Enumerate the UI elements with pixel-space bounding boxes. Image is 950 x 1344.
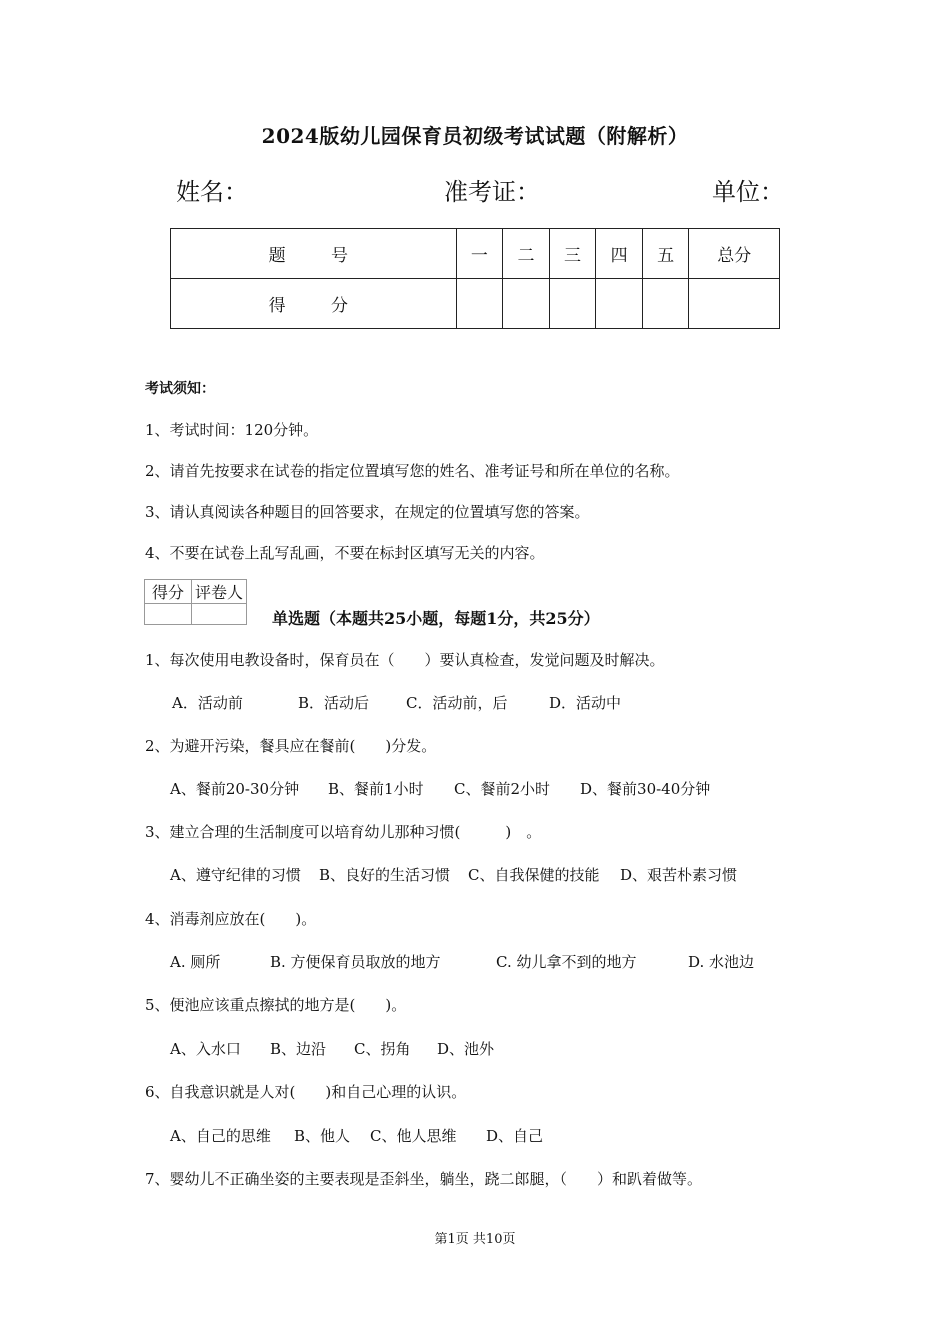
- question-text: 6、自我意识就是人对( )和自己心理的认识。: [145, 1083, 467, 1101]
- option: A、餐前20-30分钟: [170, 780, 300, 798]
- notice-item: 1、考试时间：120分钟。: [145, 421, 319, 439]
- option: D、自己: [486, 1127, 544, 1145]
- notice-item: 3、请认真阅读各种题目的回答要求，在规定的位置填写您的答案。: [145, 503, 590, 521]
- score-cell: [503, 279, 550, 329]
- score-table-header-row: [171, 229, 780, 279]
- option: C、自我保健的技能: [468, 866, 600, 884]
- score-table: [170, 228, 780, 329]
- grader-name-label: 评卷人: [192, 580, 247, 604]
- option: D、池外: [437, 1040, 495, 1058]
- option: C．活动前，后: [406, 694, 508, 712]
- option: C、他人思维: [370, 1127, 457, 1145]
- page-footer: 第1页 共10页: [434, 1232, 516, 1247]
- question-text: 4、消毒剂应放在( )。: [145, 910, 317, 928]
- option: B、他人: [294, 1127, 351, 1145]
- option: A、入水口: [170, 1040, 241, 1058]
- grader-box: [144, 579, 247, 625]
- grader-score-cell: [145, 604, 192, 625]
- question-number-label: 题 号: [171, 229, 457, 279]
- score-col-1: 一: [456, 229, 503, 279]
- question-text: 7、婴幼儿不正确坐姿的主要表现是歪斜坐，躺坐，跷二郎腿，（ ）和趴着做等。: [145, 1170, 703, 1188]
- option: B. 方便保育员取放的地方: [270, 953, 441, 971]
- option: D. 水池边: [688, 953, 755, 971]
- option: A、遵守纪律的习惯: [170, 866, 301, 884]
- score-col-total: 总分: [689, 229, 780, 279]
- score-row-label: 得 分: [171, 279, 457, 329]
- score-table-score-row: [171, 279, 780, 329]
- score-cell: [596, 279, 643, 329]
- option: C、拐角: [354, 1040, 411, 1058]
- option: B、餐前1小时: [328, 780, 424, 798]
- score-cell: [549, 279, 596, 329]
- score-col-2: 二: [503, 229, 550, 279]
- option: A．活动前: [172, 694, 243, 712]
- notice-heading: 考试须知：: [145, 381, 215, 397]
- score-col-4: 四: [596, 229, 643, 279]
- question-text: 1、每次使用电教设备时，保育员在（ ）要认真检查，发觉问题及时解决。: [145, 651, 665, 669]
- option: C. 幼儿拿不到的地方: [496, 953, 637, 971]
- option: B、良好的生活习惯: [319, 866, 451, 884]
- option: A. 厕所: [170, 953, 221, 971]
- notice-item: 4、不要在试卷上乱写乱画，不要在标封区填写无关的内容。: [145, 544, 545, 562]
- name-label: 姓名：: [176, 178, 248, 206]
- question-text: 2、为避开污染，餐具应在餐前( )分发。: [145, 737, 437, 755]
- question-text: 5、便池应该重点擦拭的地方是( )。: [145, 996, 407, 1014]
- section-title: 单选题（本题共25小题，每题1分，共25分）: [272, 609, 600, 628]
- score-col-3: 三: [549, 229, 596, 279]
- unit-label: 单位：: [712, 178, 784, 206]
- question-text: 3、建立合理的生活制度可以培育幼儿那种习惯( ) 。: [145, 823, 542, 841]
- score-cell: [456, 279, 503, 329]
- grader-name-cell: [192, 604, 247, 625]
- grader-score-label: 得分: [145, 580, 192, 604]
- option: B．活动后: [298, 694, 370, 712]
- notice-item: 2、请首先按要求在试卷的指定位置填写您的姓名、准考证号和所在单位的名称。: [145, 462, 680, 480]
- option: D．活动中: [549, 694, 622, 712]
- score-col-5: 五: [642, 229, 689, 279]
- score-cell: [689, 279, 780, 329]
- option: C、餐前2小时: [454, 780, 551, 798]
- score-cell: [642, 279, 689, 329]
- option: A、自己的思维: [170, 1127, 271, 1145]
- option: B、边沿: [270, 1040, 327, 1058]
- exam-title: 2024版幼儿园保育员初级考试试题（附解析）: [261, 124, 689, 148]
- exam-id-label: 准考证：: [444, 178, 540, 206]
- option: D、餐前30-40分钟: [580, 780, 711, 798]
- option: D、艰苦朴素习惯: [620, 866, 738, 884]
